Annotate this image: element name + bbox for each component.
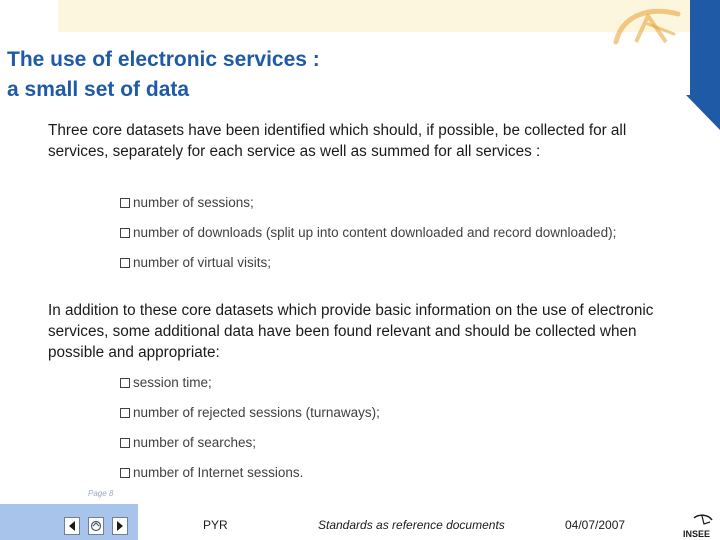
svg-text:INSEE: INSEE: [683, 529, 711, 539]
list-item: number of virtual visits;: [120, 253, 640, 273]
list-item: number of sessions;: [120, 193, 640, 213]
slide-title: [7, 45, 567, 105]
header-band: [58, 0, 690, 32]
checkbox-bullet-icon: [120, 198, 130, 208]
previous-slide-button[interactable]: [64, 517, 80, 535]
checkbox-bullet-icon: [120, 378, 130, 388]
slide-title-line-1: The use of electronic services :: [7, 48, 320, 71]
checkbox-bullet-icon: [120, 408, 130, 418]
next-slide-button[interactable]: [112, 517, 128, 535]
home-slide-button[interactable]: [88, 517, 104, 535]
checkbox-bullet-icon: [120, 228, 130, 238]
checkbox-bullet-icon: [120, 438, 130, 448]
logo-mark-icon: [608, 2, 686, 50]
insee-logo-icon: [680, 514, 718, 540]
page-number-label: Page 8: [88, 489, 114, 498]
footer-document-title: Standards as reference documents: [318, 518, 505, 532]
additional-paragraph: In addition to these core datasets which provide basic information on the use of electronic services, some additional data have been found relevant and should be collected when possible and appropriate:: [48, 302, 654, 361]
right-accent-fold: [686, 95, 720, 130]
list-item: number of rejected sessions (turnaways);: [120, 403, 640, 423]
slide-title-line-2: a small set of data: [7, 78, 190, 101]
core-datasets-list: [120, 193, 640, 283]
footer-date: 04/07/2007: [565, 518, 626, 532]
additional-data-list: [120, 373, 640, 493]
list-item: session time;: [120, 373, 640, 393]
list-item: number of searches;: [120, 433, 640, 453]
checkbox-bullet-icon: [120, 468, 130, 478]
footer-author: PYR: [203, 518, 228, 532]
list-item: number of downloads (split up into content downloaded and record downloaded);: [120, 223, 640, 243]
list-item: number of Internet sessions.: [120, 463, 640, 483]
home-icon: [90, 520, 102, 532]
right-accent-bar: [690, 0, 720, 95]
triangle-right-icon: [115, 520, 125, 532]
checkbox-bullet-icon: [120, 258, 130, 268]
triangle-left-icon: [67, 520, 77, 532]
intro-paragraph: Three core datasets have been identified which should, if possible, be collected for all services, separately for each service as well as summed for all services :: [48, 122, 627, 160]
